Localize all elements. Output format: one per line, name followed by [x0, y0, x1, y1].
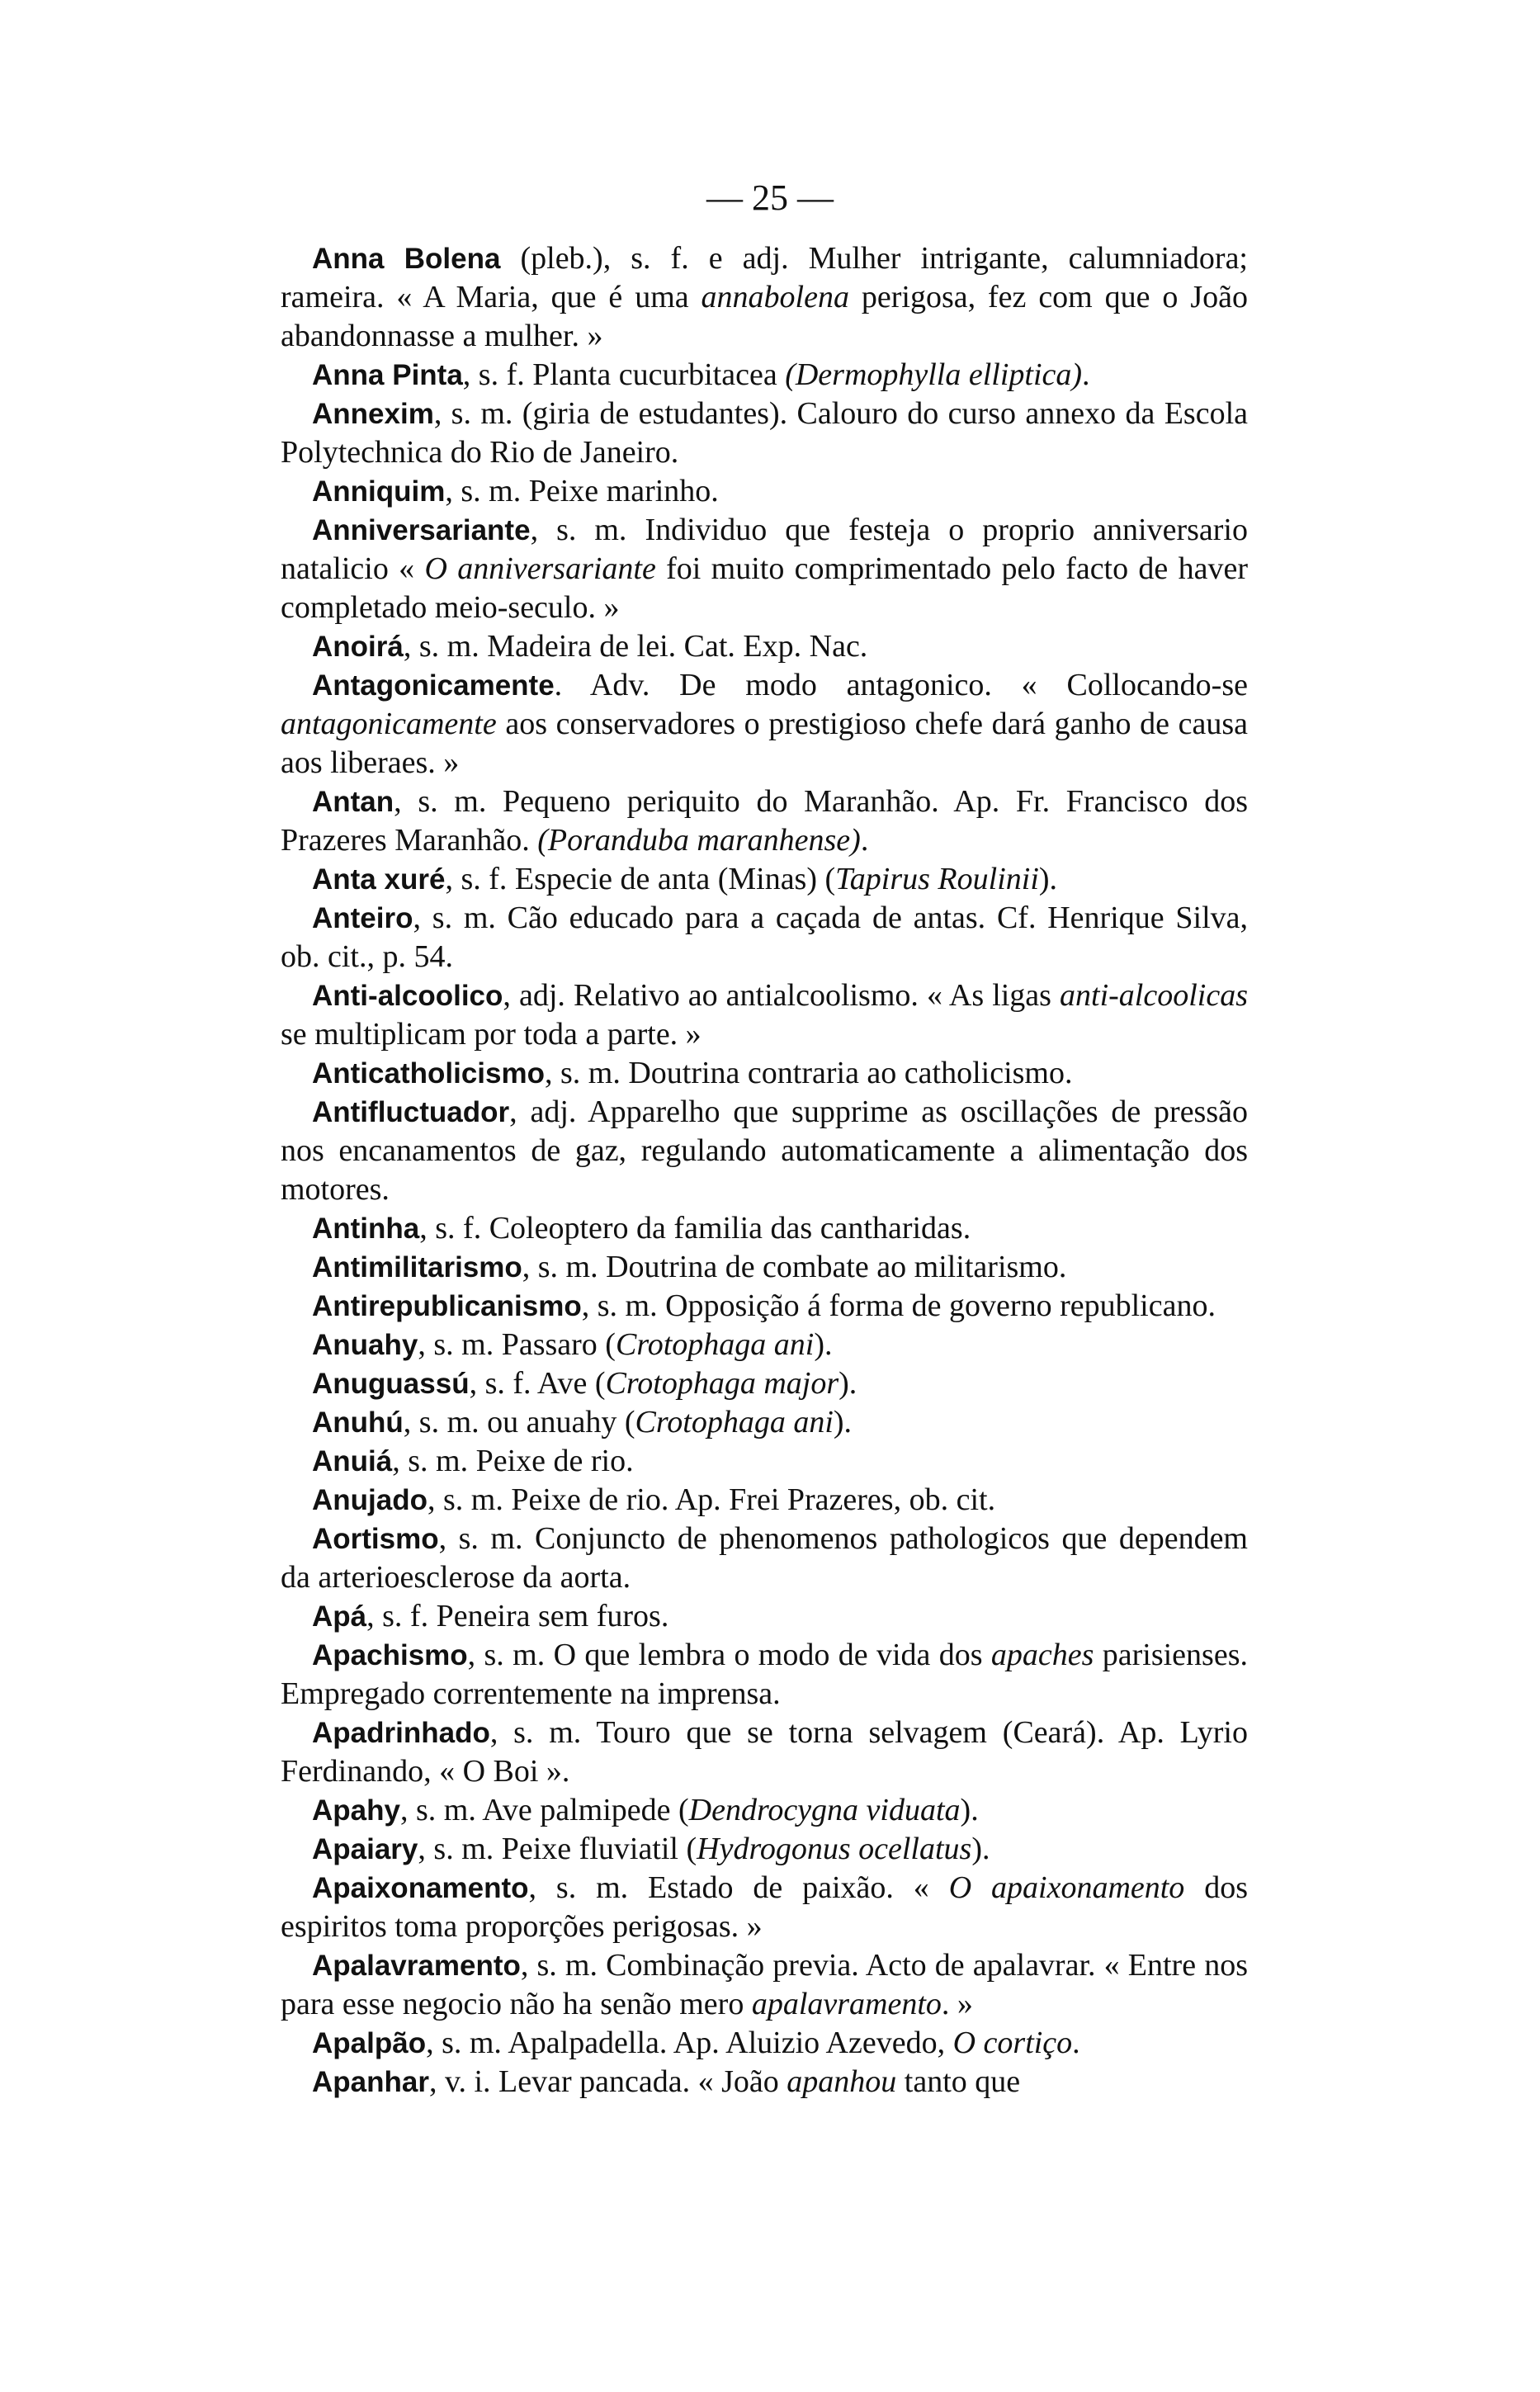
dictionary-entry [281, 782, 1248, 860]
entry-definition-text: , s. f. Coleoptero da familia das cantharidas. [419, 1211, 971, 1246]
entry-italic-text: Tapirus Roulinii [835, 862, 1039, 896]
entry-headword: Antagonicamente [312, 669, 555, 702]
entry-definition-text: , s. m. Peixe de rio. Ap. Frei Prazeres, ob. cit. [427, 1482, 996, 1517]
entry-definition-text: , s. f. Especie de anta (Minas) ( [445, 862, 836, 896]
entry-italic-text: Crotophaga major [605, 1366, 839, 1401]
dictionary-entry [281, 627, 1248, 666]
entry-italic-text: Crotophaga ani [615, 1327, 815, 1362]
entry-headword: Anuiá [312, 1445, 393, 1477]
entry-headword: Antifluctuador [312, 1096, 510, 1128]
entry-italic-text: anti-alcoolicas [1060, 978, 1248, 1013]
dictionary-entries [281, 239, 1248, 2101]
dictionary-entry [281, 666, 1248, 782]
entry-definition-text: tanto que [896, 2064, 1021, 2099]
dictionary-entry [281, 1442, 1248, 1481]
entry-headword: Apaiary [312, 1833, 418, 1865]
dictionary-entry [281, 1248, 1248, 1287]
entry-definition-text: , s. m. Apalpadella. Ap. Aluizio Azevedo, [426, 2026, 953, 2060]
entry-headword: Anta xuré [312, 863, 446, 896]
dictionary-entry [281, 1287, 1248, 1326]
entry-headword: Apaixonamento [312, 1872, 529, 1904]
dictionary-entry [281, 1714, 1248, 1791]
entry-definition-text: ). [1038, 862, 1058, 896]
dictionary-entry [281, 1869, 1248, 1946]
entry-headword: Antirepublicanismo [312, 1290, 582, 1322]
entry-headword: Anticatholicismo [312, 1057, 545, 1090]
entry-definition-text: , s. m. Opposição á forma de governo republicano. [581, 1288, 1216, 1323]
dictionary-entry [281, 1403, 1248, 1442]
dictionary-entry [281, 239, 1248, 356]
entry-definition-text: , s. m. Doutrina de combate ao militarismo. [522, 1250, 1067, 1284]
entry-definition-text: , s. m. Madeira de lei. Cat. Exp. Nac. [403, 629, 868, 664]
entry-headword: Apá [312, 1600, 367, 1633]
entry-definition-text: ). [814, 1327, 833, 1362]
entry-headword: Anoirá [312, 631, 404, 663]
entry-headword: Anuahy [312, 1329, 418, 1361]
entry-italic-text: Crotophaga ani [635, 1405, 834, 1439]
entry-definition-text: dos espiritos toma proporções perigosas. » [281, 1870, 1248, 1944]
entry-headword: Apanhar [312, 2066, 429, 2098]
entry-headword: Anujado [312, 1484, 428, 1516]
entry-headword: Anna Bolena [312, 243, 501, 275]
entry-definition-text: , s. m. O que lembra o modo de vida dos [467, 1638, 991, 1672]
entry-definition-text: . » [941, 1987, 973, 2021]
entry-definition-text: , s. m. Peixe fluviatil ( [418, 1832, 697, 1866]
entry-italic-text: apaches [990, 1638, 1094, 1672]
entry-headword: Antimilitarismo [312, 1251, 522, 1283]
entry-definition-text: , s. m. Individuo que festeja o proprio anniversario natalicio « [281, 513, 1248, 586]
dictionary-entry [281, 1597, 1248, 1636]
entry-headword: Antinha [312, 1213, 420, 1245]
dictionary-entry [281, 1481, 1248, 1520]
entry-headword: Apadrinhado [312, 1717, 490, 1749]
entry-italic-text: O cortiço [952, 2026, 1073, 2060]
entry-definition-text: ). [838, 1366, 857, 1401]
entry-definition-text: ). [960, 1793, 979, 1827]
entry-headword: Aortismo [312, 1523, 439, 1555]
dictionary-entry [281, 511, 1248, 627]
entry-definition-text: , s. m. Conjuncto de phenomenos pathologicos que dependem da arterioesclerose da aorta. [281, 1521, 1248, 1595]
dictionary-entry [281, 472, 1248, 511]
entry-definition-text: (pleb.), s. f. e adj. Mulher intrigante, calumniadora; rameira. « A Maria, que é uma [281, 241, 1248, 314]
entry-definition-text: , s. m. ou anuahy ( [403, 1405, 635, 1439]
entry-definition-text: , s. m. Pequeno periquito do Maranhão. Ap. Fr. Francisco dos Prazeres Maranhão. [281, 784, 1248, 858]
dictionary-entry [281, 1791, 1248, 1830]
dictionary-entry [281, 1636, 1248, 1714]
entry-headword: Anuhú [312, 1406, 404, 1439]
entry-definition-text: . Adv. De modo antagonico. « Collocando-se [554, 668, 1248, 702]
entry-italic-text: annabolena [701, 280, 849, 314]
entry-definition-text: ). [971, 1832, 990, 1866]
entry-headword: Anti-alcoolico [312, 980, 503, 1012]
entry-definition-text: perigosa, fez com que o João abandonnasse a mulher. » [281, 280, 1248, 353]
entry-definition-text: parisienses. Empregado correntemente na imprensa. [281, 1638, 1248, 1711]
dictionary-entry [281, 356, 1248, 395]
entry-headword: Anniversariante [312, 514, 531, 546]
entry-definition-text: aos conservadores o prestigioso chefe dará ganho de causa aos liberaes. » [281, 707, 1248, 780]
entry-headword: Apalavramento [312, 1950, 521, 1982]
dictionary-entry [281, 1209, 1248, 1248]
entry-definition-text: se multiplicam por toda a parte. » [281, 1017, 702, 1052]
entry-italic-text: O anniversariante [424, 551, 656, 586]
entry-definition-text: , adj. Apparelho que supprime as oscillações de pressão nos encanamentos de gaz, regulando automaticamente a alimentação dos motores. [281, 1094, 1248, 1207]
entry-definition-text: , s. m. Ave palmipede ( [399, 1793, 689, 1827]
entry-definition-text: , v. i. Levar pancada. « João [428, 2064, 787, 2099]
dictionary-entry [281, 1054, 1248, 1093]
entry-definition-text: , s. m. Peixe de rio. [392, 1444, 634, 1478]
entry-headword: Anna Pinta [312, 359, 463, 391]
dictionary-entry [281, 976, 1248, 1054]
entry-definition-text: , s. m. Passaro ( [418, 1327, 616, 1362]
entry-definition-text: . [860, 823, 869, 858]
entry-italic-text: apanhou [787, 2064, 897, 2099]
entry-italic-text: Dendrocygna viduata [688, 1793, 961, 1827]
entry-definition-text: foi muito comprimentado pelo facto de haver completado meio-seculo. » [281, 551, 1248, 625]
entry-headword: Anniquim [312, 475, 446, 508]
entry-definition-text: , adj. Relativo ao antialcoolismo. « As ligas [503, 978, 1061, 1013]
entry-definition-text: , s. f. Peneira sem furos. [366, 1599, 669, 1633]
entry-headword: Antan [312, 786, 394, 818]
dictionary-entry [281, 1326, 1248, 1364]
entry-definition-text: , s. m. Estado de paixão. « [528, 1870, 949, 1905]
dictionary-entry [281, 899, 1248, 976]
entry-headword: Anteiro [312, 902, 413, 934]
dictionary-entry [281, 1520, 1248, 1597]
dictionary-entry [281, 1093, 1248, 1209]
page-number: — 25 — [706, 177, 834, 218]
entry-italic-text: (Dermophylla elliptica) [785, 357, 1083, 392]
dictionary-entry [281, 2063, 1248, 2101]
dictionary-entry [281, 2024, 1248, 2063]
entry-definition-text: , s. m. Touro que se torna selvagem (Ceará). Ap. Lyrio Ferdinando, « O Boi ». [281, 1715, 1248, 1789]
dictionary-entry [281, 1364, 1248, 1403]
entry-definition-text: ). [833, 1405, 853, 1439]
entry-headword: Anuguassú [312, 1368, 470, 1400]
entry-headword: Annexim [312, 398, 434, 430]
entry-headword: Apalpão [312, 2027, 427, 2059]
entry-italic-text: apalavramento [751, 1987, 942, 2021]
entry-definition-text: , s. m. Doutrina contraria ao catholicismo. [544, 1056, 1073, 1090]
dictionary-entry [281, 1830, 1248, 1869]
entry-italic-text: (Poranduba maranhense) [537, 823, 861, 858]
entry-definition-text: , s. m. (giria de estudantes). Calouro do curso annexo da Escola Polytechnica do Rio de Janeiro. [281, 396, 1248, 470]
entry-definition-text: , s. f. Ave ( [469, 1366, 606, 1401]
entry-definition-text: , s. m. Peixe marinho. [445, 474, 719, 508]
entry-italic-text: Hydrogonus ocellatus [697, 1832, 972, 1866]
entry-italic-text: O apaixonamento [948, 1870, 1185, 1905]
entry-definition-text: . [1072, 2026, 1080, 2060]
entry-headword: Apachismo [312, 1639, 468, 1671]
entry-italic-text: antagonicamente [281, 707, 497, 741]
entry-definition-text: , s. m. Combinação previa. Acto de apalavrar. « Entre nos para esse negocio não ha senão mero [281, 1948, 1248, 2021]
entry-definition-text: , s. m. Cão educado para a caçada de antas. Cf. Henrique Silva, ob. cit., p. 54. [281, 901, 1248, 974]
dictionary-entry [281, 1946, 1248, 2024]
dictionary-entry [281, 395, 1248, 472]
dictionary-entry [281, 860, 1248, 899]
entry-headword: Apahy [312, 1794, 400, 1827]
entry-definition-text: . [1082, 357, 1090, 392]
entry-definition-text: , s. f. Planta cucurbitacea [462, 357, 786, 392]
